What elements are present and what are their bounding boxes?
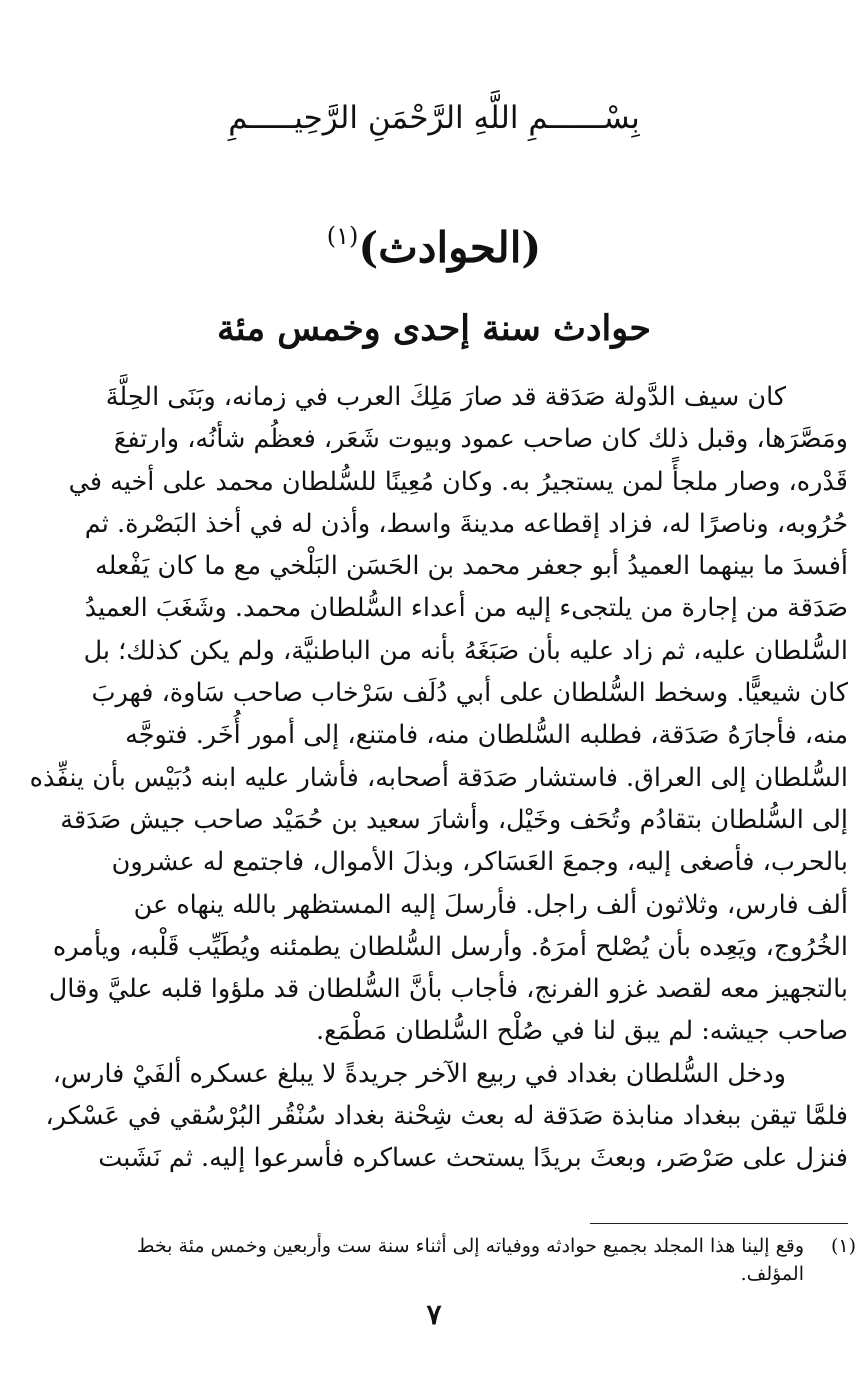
footnote-line-1 [90,1232,856,1260]
text-line: حُرُوبه، وناصرًا له، فزاد إقطاعه مدينةَ واسط، وأذن له في أخذ البَصْرة. ثم [84,508,848,539]
text-line: السُّلطان عليه، ثم زاد عليه بأن صَبَغَهُ بأنه من الباطنيَّة، ولم يكن كذلك؛ بل [83,635,848,666]
page-number: ٧ [426,1298,442,1331]
text-line: الخُرُوج، ويَعِده بأن يُصْلح أمرَهُ. وأرسل السُّلطان يطمئنه ويُطَيِّب قَلْبه، ويأمره [52,931,848,962]
footnote-number: (١) [830,1235,856,1257]
body-text [29,376,848,1180]
text-line: إلى السُّلطان بتقادُم وتُحَف وخَيْل، وأشارَ سعيد بن حُمَيْد صاحب جيش صَدَقة [60,804,848,835]
text-line: صَدَقة من إجارة من يلتجىء إليه من أعداء السُّلطان محمد. وشَغَبَ العميدُ [84,593,848,624]
section-title: حوادث سنة إحدى وخمس مئة [217,308,651,349]
text-line: قَدْره، وصار ملجأً لمن يستجيرُ به. وكان مُعِينًا للسُّلطان محمد على أخيه في [68,466,848,497]
text-line: منه، فأجارَهُ صَدَقة، فطلبه السُّلطان منه، فامتنع، إلى أمور أُخَر. فتوجَّه [125,720,848,751]
footnote-divider [590,1223,848,1224]
chapter-title-text: (الحوادث) [358,223,542,272]
text-line: كان شيعيًّا. وسخط السُّلطان على أبي دُلَف سَرْخاب صاحب سَاوة، فهربَ [91,678,848,709]
text-line: أفسدَ ما بينهما العميدُ أبو جعفر محمد بن الحَسَن البَلْخي مع ما كان يَفْعله [95,551,848,582]
text-line: ألف فارس، وثلاثون ألف راجل. فأرسلَ إليه المستظهر بالله ينهاه عن [133,889,848,920]
footnote [90,1232,856,1288]
text-line: بالتجهيز معه لقصد غزو الفرنج، فأجاب بأنَّ السُّلطان قد ملؤوا قلبه عليَّ وقال [48,974,848,1005]
footnote-text-1: وقع إلينا هذا المجلد بجميع حوادثه ووفياته إلى أثناء سنة ست وأربعين وخمس مئة بخط [136,1235,804,1257]
text-line: صاحب جيشه: لم يبق لنا في صُلْح السُّلطان مَطْمَع. [315,1016,848,1047]
text-line: ومَصَّرَها، وقبل ذلك كان صاحب عمود وبيوت شَعَر، فعظُم شأنُه، وارتفعَ [113,424,848,455]
text-line: فنزل على صَرْصَر، وبعثَ بريدًا يستحث عساكره فأسرعوا إليه. ثم نَشَبت [98,1143,848,1174]
chapter-footnote-ref[interactable]: (١) [326,222,359,250]
chapter-title [0,222,868,272]
footnote-text-2: المؤلف. [740,1263,804,1285]
text-line: السُّلطان إلى العراق. فاستشار صَدَقة أصحابه، فأشار عليه ابنه دُبَيْس بأن ينفِّذه [29,762,848,793]
footnote-line-2 [90,1260,856,1288]
text-line: كان سيف الدَّولة صَدَقة قد صارَ مَلِكَ العرب في زمانه، وبَنَى الحِلَّةَ [105,382,786,412]
basmala-header: بِسْــــــمِ اللَّهِ الرَّحْمَنِ الرَّحِيـــــمِ [228,100,640,136]
text-line: ودخل السُّلطان بغداد في ربيع الآخر جريدةً لا يبلغ عسكره ألفَيْ فارس، [52,1058,786,1089]
text-line: بالحرب، فأصغى إليه، وجمعَ العَسَاكر، وبذلَ الأموال، فاجتمع له عشرون [111,847,848,878]
text-line: فلمَّا تيقن ببغداد منابذة صَدَقة له بعث شِحْنة بغداد سُنْقُر البُرْسُقي في عَسْكر، [45,1101,848,1132]
